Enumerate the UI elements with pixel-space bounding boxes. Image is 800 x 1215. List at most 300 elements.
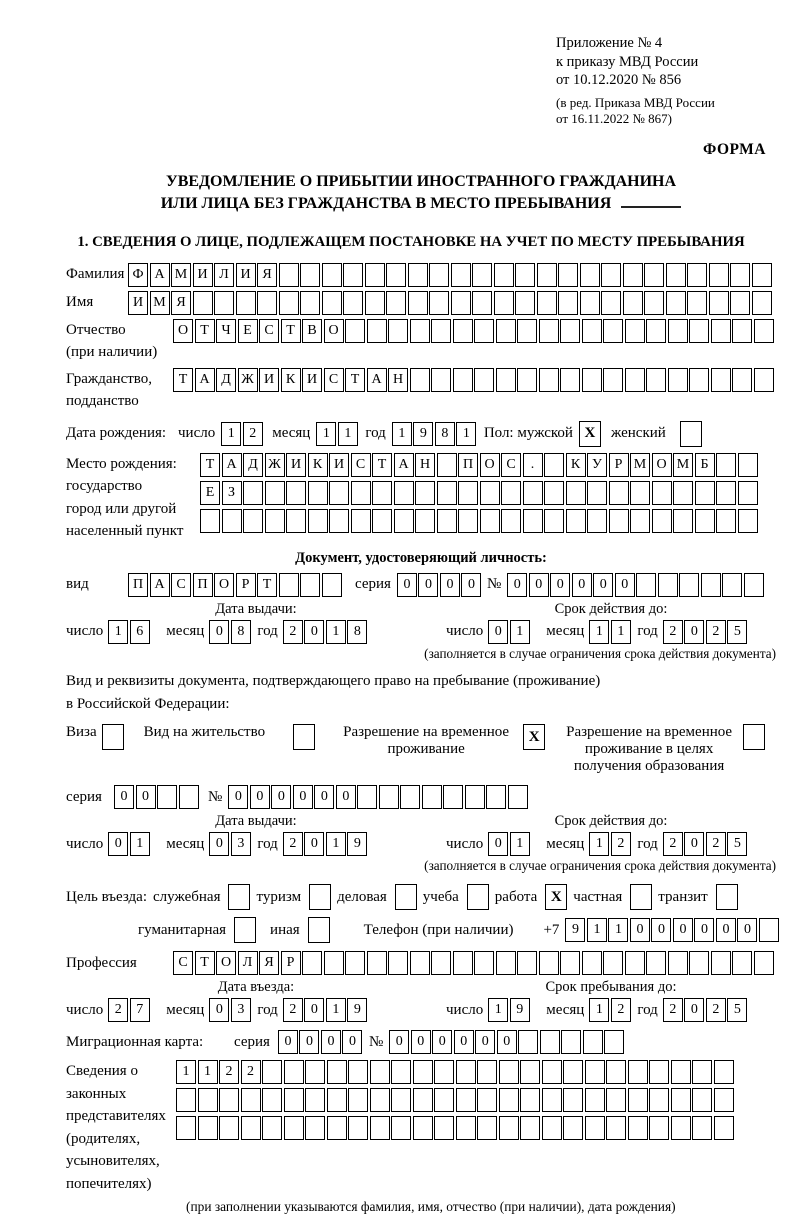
char-cell[interactable] xyxy=(410,951,430,975)
char-cell[interactable] xyxy=(494,291,514,315)
char-cell[interactable] xyxy=(241,1116,261,1140)
char-cell[interactable] xyxy=(759,918,779,942)
char-cell[interactable] xyxy=(329,509,349,533)
char-cell[interactable] xyxy=(517,368,537,392)
char-cell[interactable]: 0 xyxy=(397,573,417,597)
char-cell[interactable]: 0 xyxy=(114,785,134,809)
char-cell[interactable]: А xyxy=(195,368,215,392)
char-cell[interactable] xyxy=(286,481,306,505)
char-cell[interactable] xyxy=(394,481,414,505)
char-cell[interactable] xyxy=(587,509,607,533)
char-cell[interactable] xyxy=(300,263,320,287)
char-cell[interactable]: 0 xyxy=(304,998,324,1022)
char-cell[interactable] xyxy=(198,1116,218,1140)
char-cell[interactable] xyxy=(601,263,621,287)
char-cell[interactable]: 1 xyxy=(589,998,609,1022)
char-cell[interactable] xyxy=(477,1060,497,1084)
char-cell[interactable]: 0 xyxy=(475,1030,495,1054)
char-cell[interactable] xyxy=(243,481,263,505)
char-cell[interactable]: 2 xyxy=(219,1060,239,1084)
char-cell[interactable] xyxy=(644,263,664,287)
char-cell[interactable]: 0 xyxy=(278,1030,298,1054)
char-cell[interactable] xyxy=(628,1060,648,1084)
char-cell[interactable] xyxy=(391,1088,411,1112)
char-cell[interactable] xyxy=(343,263,363,287)
char-cell[interactable] xyxy=(566,509,586,533)
char-cell[interactable] xyxy=(711,368,731,392)
char-cell[interactable]: 0 xyxy=(389,1030,409,1054)
char-cell[interactable] xyxy=(542,1116,562,1140)
char-cell[interactable] xyxy=(738,453,758,477)
char-cell[interactable]: 1 xyxy=(488,998,508,1022)
char-cell[interactable]: И xyxy=(286,453,306,477)
char-cell[interactable] xyxy=(236,291,256,315)
char-cell[interactable] xyxy=(558,291,578,315)
char-cell[interactable]: 3 xyxy=(231,998,251,1022)
char-cell[interactable] xyxy=(738,481,758,505)
char-cell[interactable]: С xyxy=(259,319,279,343)
char-cell[interactable]: 2 xyxy=(706,620,726,644)
char-cell[interactable]: 0 xyxy=(250,785,270,809)
char-cell[interactable] xyxy=(386,291,406,315)
char-cell[interactable] xyxy=(327,1060,347,1084)
char-cell[interactable] xyxy=(692,1060,712,1084)
char-cell[interactable]: 1 xyxy=(456,422,476,446)
char-cell[interactable] xyxy=(434,1060,454,1084)
char-cell[interactable] xyxy=(262,1116,282,1140)
residence-permit-checkbox[interactable] xyxy=(293,724,315,750)
char-cell[interactable]: Ф xyxy=(128,263,148,287)
char-cell[interactable] xyxy=(566,481,586,505)
char-cell[interactable] xyxy=(219,1116,239,1140)
char-cell[interactable] xyxy=(284,1060,304,1084)
char-cell[interactable]: 9 xyxy=(347,998,367,1022)
char-cell[interactable] xyxy=(692,1116,712,1140)
char-cell[interactable]: 9 xyxy=(347,832,367,856)
char-cell[interactable] xyxy=(609,481,629,505)
char-cell[interactable] xyxy=(582,319,602,343)
char-cell[interactable] xyxy=(515,291,535,315)
char-cell[interactable] xyxy=(415,481,435,505)
char-cell[interactable] xyxy=(583,1030,603,1054)
char-cell[interactable]: С xyxy=(351,453,371,477)
char-cell[interactable] xyxy=(415,509,435,533)
char-cell[interactable] xyxy=(673,509,693,533)
char-cell[interactable] xyxy=(585,1060,605,1084)
char-cell[interactable]: 0 xyxy=(454,1030,474,1054)
char-cell[interactable]: 0 xyxy=(593,573,613,597)
char-cell[interactable]: 1 xyxy=(130,832,150,856)
char-cell[interactable] xyxy=(262,1060,282,1084)
char-cell[interactable] xyxy=(585,1116,605,1140)
char-cell[interactable] xyxy=(284,1088,304,1112)
char-cell[interactable] xyxy=(300,291,320,315)
char-cell[interactable] xyxy=(603,951,623,975)
char-cell[interactable]: 2 xyxy=(706,832,726,856)
char-cell[interactable] xyxy=(606,1088,626,1112)
char-cell[interactable] xyxy=(542,1088,562,1112)
char-cell[interactable]: 0 xyxy=(336,785,356,809)
char-cell[interactable]: О xyxy=(214,573,234,597)
char-cell[interactable] xyxy=(523,509,543,533)
char-cell[interactable] xyxy=(456,1060,476,1084)
char-cell[interactable] xyxy=(692,1088,712,1112)
char-cell[interactable] xyxy=(744,573,764,597)
char-cell[interactable] xyxy=(408,291,428,315)
char-cell[interactable]: 0 xyxy=(321,1030,341,1054)
char-cell[interactable]: Л xyxy=(214,263,234,287)
char-cell[interactable] xyxy=(329,481,349,505)
char-cell[interactable] xyxy=(496,319,516,343)
char-cell[interactable] xyxy=(603,319,623,343)
char-cell[interactable] xyxy=(636,573,656,597)
char-cell[interactable] xyxy=(630,481,650,505)
char-cell[interactable]: 9 xyxy=(565,918,585,942)
char-cell[interactable]: 8 xyxy=(231,620,251,644)
char-cell[interactable]: З xyxy=(222,481,242,505)
char-cell[interactable] xyxy=(716,453,736,477)
char-cell[interactable] xyxy=(365,263,385,287)
char-cell[interactable]: 0 xyxy=(304,832,324,856)
char-cell[interactable] xyxy=(357,785,377,809)
char-cell[interactable] xyxy=(628,1088,648,1112)
char-cell[interactable] xyxy=(603,368,623,392)
char-cell[interactable]: 2 xyxy=(706,998,726,1022)
char-cell[interactable] xyxy=(305,1088,325,1112)
char-cell[interactable]: Я xyxy=(171,291,191,315)
char-cell[interactable] xyxy=(695,481,715,505)
char-cell[interactable]: Д xyxy=(216,368,236,392)
char-cell[interactable]: О xyxy=(480,453,500,477)
char-cell[interactable]: Т xyxy=(281,319,301,343)
edu-permit-checkbox[interactable] xyxy=(743,724,765,750)
char-cell[interactable] xyxy=(601,291,621,315)
char-cell[interactable]: Я xyxy=(259,951,279,975)
char-cell[interactable] xyxy=(372,509,392,533)
purpose-business-checkbox[interactable] xyxy=(395,884,417,910)
char-cell[interactable] xyxy=(711,319,731,343)
char-cell[interactable]: О xyxy=(173,319,193,343)
purpose-official-checkbox[interactable] xyxy=(228,884,250,910)
purpose-humanitarian-checkbox[interactable] xyxy=(234,917,256,943)
char-cell[interactable]: М xyxy=(630,453,650,477)
char-cell[interactable] xyxy=(754,319,774,343)
char-cell[interactable] xyxy=(198,1088,218,1112)
char-cell[interactable]: 1 xyxy=(587,918,607,942)
purpose-other-checkbox[interactable] xyxy=(308,917,330,943)
char-cell[interactable] xyxy=(179,785,199,809)
char-cell[interactable]: 0 xyxy=(684,620,704,644)
char-cell[interactable] xyxy=(540,1030,560,1054)
char-cell[interactable]: Т xyxy=(195,951,215,975)
char-cell[interactable] xyxy=(437,481,457,505)
char-cell[interactable] xyxy=(386,263,406,287)
char-cell[interactable]: Я xyxy=(257,263,277,287)
char-cell[interactable] xyxy=(388,951,408,975)
char-cell[interactable] xyxy=(434,1088,454,1112)
char-cell[interactable] xyxy=(372,481,392,505)
char-cell[interactable] xyxy=(431,368,451,392)
char-cell[interactable] xyxy=(732,951,752,975)
char-cell[interactable]: 1 xyxy=(392,422,412,446)
char-cell[interactable]: 0 xyxy=(497,1030,517,1054)
char-cell[interactable] xyxy=(606,1060,626,1084)
char-cell[interactable]: С xyxy=(171,573,191,597)
char-cell[interactable] xyxy=(413,1060,433,1084)
char-cell[interactable] xyxy=(623,263,643,287)
char-cell[interactable] xyxy=(628,1116,648,1140)
char-cell[interactable]: 0 xyxy=(694,918,714,942)
char-cell[interactable]: М xyxy=(673,453,693,477)
char-cell[interactable] xyxy=(222,509,242,533)
char-cell[interactable]: А xyxy=(150,263,170,287)
char-cell[interactable] xyxy=(429,291,449,315)
sex-female-checkbox[interactable] xyxy=(680,421,702,447)
char-cell[interactable]: 0 xyxy=(488,620,508,644)
char-cell[interactable] xyxy=(480,509,500,533)
char-cell[interactable] xyxy=(668,319,688,343)
char-cell[interactable]: 0 xyxy=(550,573,570,597)
char-cell[interactable] xyxy=(474,368,494,392)
char-cell[interactable] xyxy=(474,951,494,975)
char-cell[interactable] xyxy=(279,573,299,597)
char-cell[interactable]: И xyxy=(302,368,322,392)
char-cell[interactable] xyxy=(365,291,385,315)
char-cell[interactable] xyxy=(370,1088,390,1112)
char-cell[interactable] xyxy=(477,1116,497,1140)
char-cell[interactable]: 0 xyxy=(651,918,671,942)
char-cell[interactable]: 2 xyxy=(283,832,303,856)
char-cell[interactable] xyxy=(279,291,299,315)
char-cell[interactable] xyxy=(477,1088,497,1112)
char-cell[interactable]: 0 xyxy=(304,620,324,644)
char-cell[interactable] xyxy=(327,1088,347,1112)
char-cell[interactable]: Д xyxy=(243,453,263,477)
char-cell[interactable] xyxy=(539,368,559,392)
char-cell[interactable]: 1 xyxy=(326,620,346,644)
char-cell[interactable] xyxy=(219,1088,239,1112)
char-cell[interactable]: А xyxy=(150,573,170,597)
char-cell[interactable]: У xyxy=(587,453,607,477)
char-cell[interactable]: 1 xyxy=(176,1060,196,1084)
char-cell[interactable] xyxy=(453,368,473,392)
char-cell[interactable] xyxy=(157,785,177,809)
char-cell[interactable] xyxy=(714,1116,734,1140)
char-cell[interactable] xyxy=(453,319,473,343)
char-cell[interactable]: О xyxy=(652,453,672,477)
purpose-study-checkbox[interactable] xyxy=(467,884,489,910)
char-cell[interactable] xyxy=(646,368,666,392)
char-cell[interactable] xyxy=(754,368,774,392)
char-cell[interactable] xyxy=(370,1116,390,1140)
char-cell[interactable] xyxy=(322,573,342,597)
char-cell[interactable] xyxy=(711,951,731,975)
char-cell[interactable] xyxy=(625,319,645,343)
char-cell[interactable] xyxy=(560,951,580,975)
char-cell[interactable] xyxy=(408,263,428,287)
char-cell[interactable] xyxy=(176,1116,196,1140)
char-cell[interactable] xyxy=(322,291,342,315)
char-cell[interactable]: 1 xyxy=(198,1060,218,1084)
char-cell[interactable]: 1 xyxy=(608,918,628,942)
char-cell[interactable] xyxy=(410,368,430,392)
char-cell[interactable] xyxy=(257,291,277,315)
char-cell[interactable] xyxy=(714,1088,734,1112)
char-cell[interactable] xyxy=(422,785,442,809)
char-cell[interactable] xyxy=(644,291,664,315)
char-cell[interactable] xyxy=(520,1088,540,1112)
char-cell[interactable] xyxy=(668,951,688,975)
char-cell[interactable]: 2 xyxy=(241,1060,261,1084)
char-cell[interactable]: 0 xyxy=(461,573,481,597)
char-cell[interactable]: И xyxy=(329,453,349,477)
char-cell[interactable] xyxy=(400,785,420,809)
char-cell[interactable] xyxy=(200,509,220,533)
char-cell[interactable]: 0 xyxy=(314,785,334,809)
char-cell[interactable] xyxy=(709,291,729,315)
char-cell[interactable] xyxy=(732,368,752,392)
char-cell[interactable]: Т xyxy=(195,319,215,343)
char-cell[interactable] xyxy=(689,368,709,392)
char-cell[interactable] xyxy=(499,1116,519,1140)
char-cell[interactable] xyxy=(537,263,557,287)
char-cell[interactable] xyxy=(451,263,471,287)
char-cell[interactable] xyxy=(284,1116,304,1140)
char-cell[interactable] xyxy=(413,1088,433,1112)
char-cell[interactable]: Ж xyxy=(265,453,285,477)
char-cell[interactable]: М xyxy=(171,263,191,287)
char-cell[interactable]: 3 xyxy=(231,832,251,856)
char-cell[interactable] xyxy=(563,1116,583,1140)
char-cell[interactable] xyxy=(714,1060,734,1084)
char-cell[interactable] xyxy=(322,263,342,287)
char-cell[interactable] xyxy=(560,319,580,343)
char-cell[interactable]: А xyxy=(367,368,387,392)
char-cell[interactable] xyxy=(308,509,328,533)
char-cell[interactable]: А xyxy=(222,453,242,477)
char-cell[interactable] xyxy=(561,1030,581,1054)
char-cell[interactable] xyxy=(391,1060,411,1084)
char-cell[interactable] xyxy=(673,481,693,505)
char-cell[interactable]: 0 xyxy=(299,1030,319,1054)
char-cell[interactable]: 0 xyxy=(630,918,650,942)
char-cell[interactable]: 1 xyxy=(316,422,336,446)
char-cell[interactable]: Е xyxy=(238,319,258,343)
char-cell[interactable] xyxy=(623,291,643,315)
char-cell[interactable]: Т xyxy=(372,453,392,477)
char-cell[interactable]: О xyxy=(216,951,236,975)
char-cell[interactable] xyxy=(343,291,363,315)
char-cell[interactable] xyxy=(716,509,736,533)
char-cell[interactable] xyxy=(666,291,686,315)
char-cell[interactable]: 8 xyxy=(347,620,367,644)
char-cell[interactable]: К xyxy=(566,453,586,477)
char-cell[interactable]: 1 xyxy=(108,620,128,644)
char-cell[interactable] xyxy=(472,291,492,315)
char-cell[interactable] xyxy=(539,951,559,975)
char-cell[interactable] xyxy=(453,951,473,975)
char-cell[interactable] xyxy=(443,785,463,809)
char-cell[interactable] xyxy=(496,368,516,392)
char-cell[interactable] xyxy=(308,481,328,505)
char-cell[interactable] xyxy=(544,481,564,505)
char-cell[interactable] xyxy=(668,368,688,392)
char-cell[interactable]: 0 xyxy=(684,998,704,1022)
char-cell[interactable] xyxy=(486,785,506,809)
char-cell[interactable] xyxy=(300,573,320,597)
char-cell[interactable] xyxy=(695,509,715,533)
char-cell[interactable] xyxy=(687,263,707,287)
char-cell[interactable] xyxy=(413,1116,433,1140)
char-cell[interactable] xyxy=(732,319,752,343)
char-cell[interactable]: 1 xyxy=(589,832,609,856)
char-cell[interactable] xyxy=(652,509,672,533)
char-cell[interactable]: 0 xyxy=(418,573,438,597)
char-cell[interactable] xyxy=(434,1116,454,1140)
char-cell[interactable] xyxy=(671,1088,691,1112)
char-cell[interactable]: 2 xyxy=(663,620,683,644)
char-cell[interactable] xyxy=(494,263,514,287)
char-cell[interactable] xyxy=(243,509,263,533)
char-cell[interactable]: 0 xyxy=(673,918,693,942)
char-cell[interactable] xyxy=(456,1116,476,1140)
char-cell[interactable]: 1 xyxy=(326,998,346,1022)
char-cell[interactable]: А xyxy=(394,453,414,477)
char-cell[interactable]: 1 xyxy=(611,620,631,644)
char-cell[interactable] xyxy=(730,263,750,287)
char-cell[interactable]: И xyxy=(193,263,213,287)
char-cell[interactable]: И xyxy=(236,263,256,287)
char-cell[interactable]: 1 xyxy=(338,422,358,446)
char-cell[interactable] xyxy=(716,481,736,505)
char-cell[interactable] xyxy=(431,319,451,343)
char-cell[interactable]: 9 xyxy=(510,998,530,1022)
char-cell[interactable] xyxy=(558,263,578,287)
char-cell[interactable] xyxy=(370,1060,390,1084)
char-cell[interactable]: Б xyxy=(695,453,715,477)
char-cell[interactable] xyxy=(646,319,666,343)
char-cell[interactable] xyxy=(465,785,485,809)
char-cell[interactable] xyxy=(722,573,742,597)
char-cell[interactable] xyxy=(671,1116,691,1140)
char-cell[interactable] xyxy=(348,1060,368,1084)
char-cell[interactable]: 8 xyxy=(435,422,455,446)
char-cell[interactable] xyxy=(265,481,285,505)
char-cell[interactable]: П xyxy=(458,453,478,477)
char-cell[interactable]: 2 xyxy=(663,998,683,1022)
char-cell[interactable] xyxy=(515,263,535,287)
char-cell[interactable] xyxy=(752,263,772,287)
char-cell[interactable] xyxy=(689,951,709,975)
char-cell[interactable]: 0 xyxy=(716,918,736,942)
char-cell[interactable] xyxy=(345,951,365,975)
char-cell[interactable] xyxy=(539,319,559,343)
char-cell[interactable]: 5 xyxy=(727,998,747,1022)
char-cell[interactable]: К xyxy=(281,368,301,392)
char-cell[interactable] xyxy=(193,291,213,315)
char-cell[interactable] xyxy=(580,291,600,315)
char-cell[interactable]: 0 xyxy=(529,573,549,597)
char-cell[interactable] xyxy=(176,1088,196,1112)
char-cell[interactable]: П xyxy=(128,573,148,597)
char-cell[interactable]: Р xyxy=(609,453,629,477)
char-cell[interactable] xyxy=(544,453,564,477)
char-cell[interactable] xyxy=(730,291,750,315)
char-cell[interactable]: Т xyxy=(345,368,365,392)
char-cell[interactable]: 0 xyxy=(737,918,757,942)
char-cell[interactable]: 0 xyxy=(108,832,128,856)
char-cell[interactable] xyxy=(646,951,666,975)
